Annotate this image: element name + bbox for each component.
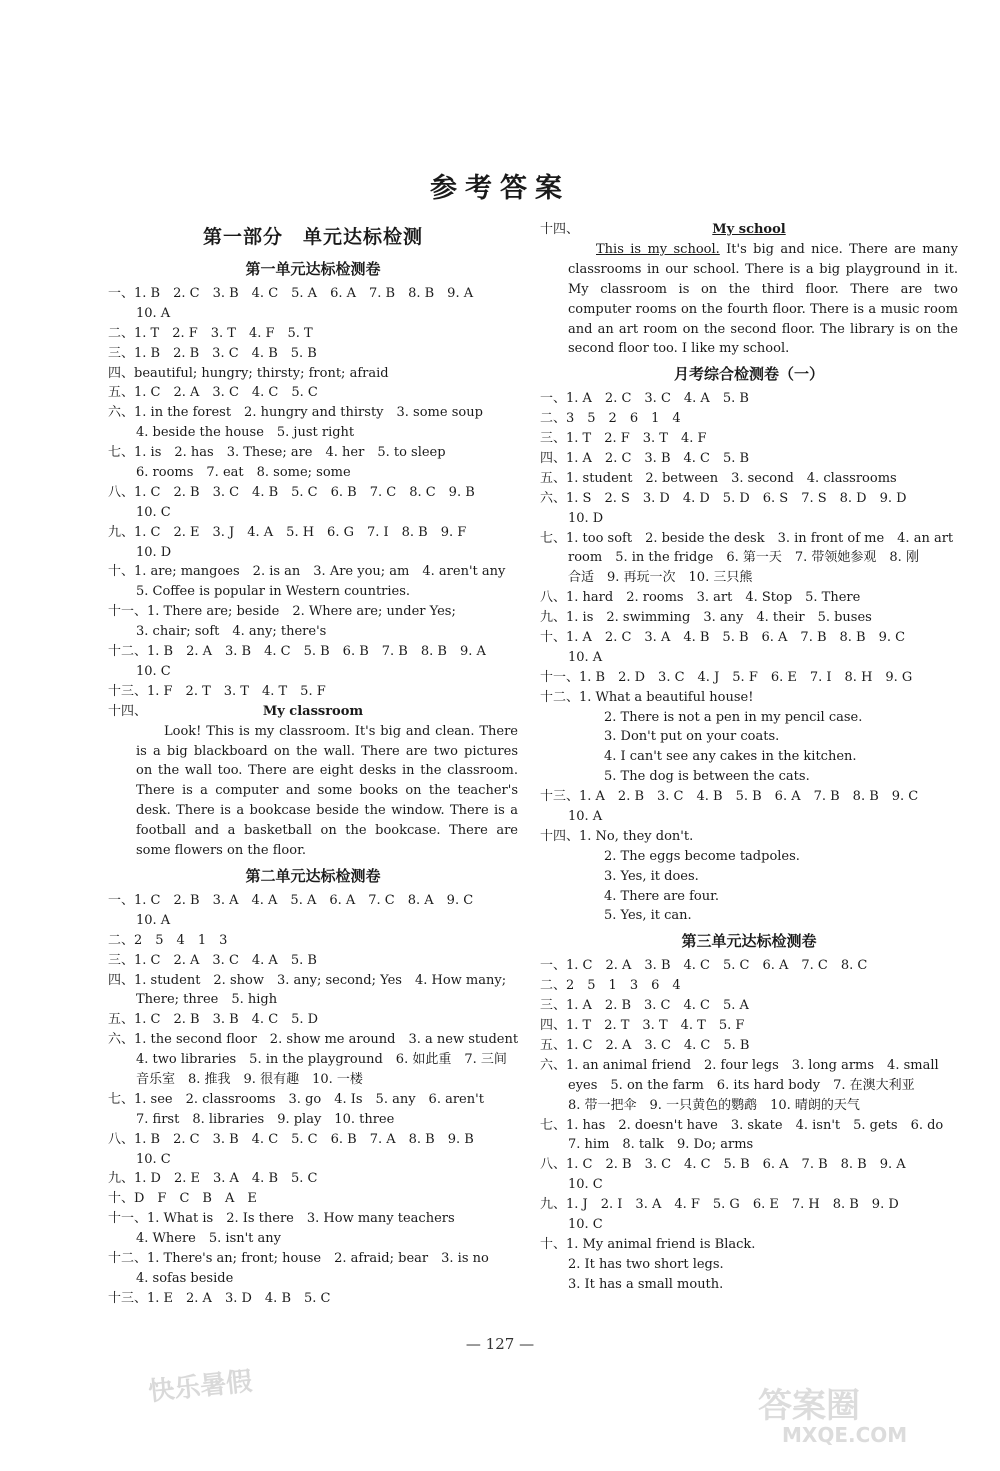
page-title: 参考答案 xyxy=(430,173,570,204)
answer-line: 一、1. C 2. B 3. A 4. A 5. A 6. A 7. C 8. A 9. C xyxy=(108,892,474,908)
answer-line: 十三、1. F 2. T 3. T 4. T 5. F xyxy=(108,683,326,699)
answer-line: 四、1. A 2. C 3. B 4. C 5. B xyxy=(540,451,750,466)
question-number: 十四、 xyxy=(540,222,580,237)
answer-line: 八、1. C 2. B 3. C 4. C 5. B 6. A 7. B 8. B 9. A xyxy=(540,1157,906,1173)
answer-line: 十三、1. A 2. B 3. C 4. B 5. B 6. A 7. B 8. B 9. C xyxy=(540,789,919,805)
essay-heading xyxy=(108,702,518,722)
answer-line: 五、1. C 2. A 3. C 4. C 5. B xyxy=(540,1037,750,1053)
answer-line: 九、1. is 2. swimming 3. any 4. their 5. buses xyxy=(540,610,872,626)
answer-line: 六、1. the second floor 2. show me around 3. a new student xyxy=(108,1032,518,1048)
answer-line: eyes 5. on the farm 6. its hard body 7. 在澳大利亚 xyxy=(568,1077,915,1093)
answer-list-monthly1 xyxy=(540,389,958,926)
essay-underlined-sentence: This is my school. xyxy=(596,241,720,257)
answer-line: 七、1. has 2. doesn't have 3. skate 4. isn't 5. gets 6. do xyxy=(540,1117,944,1133)
answer-line: 一、1. B 2. C 3. B 4. C 5. A 6. A 7. B 8. B 9. A xyxy=(108,286,474,301)
answer-line: 二、2 5 1 3 6 4 xyxy=(540,978,681,994)
answer-line: 六、1. in the forest 2. hungry and thirsty 3. some soup xyxy=(108,405,483,421)
answer-line: 10. A xyxy=(136,305,171,321)
answer-line: 三、1. T 2. F 3. T 4. F xyxy=(540,431,707,447)
answer-line: 九、1. D 2. E 3. A 4. B 5. C xyxy=(108,1171,318,1187)
answer-line: 十二、1. B 2. A 3. B 4. C 5. B 6. B 7. B 8. B 9. A xyxy=(108,644,486,660)
answer-line: 合适 9. 再玩一次 10. 三只熊 xyxy=(568,570,753,586)
answer-line: 二、2 5 4 1 3 xyxy=(108,932,228,948)
essay-title: My classroom xyxy=(262,703,364,719)
essay-title: My school xyxy=(712,222,786,237)
answer-line: 4. beside the house 5. just right xyxy=(136,425,355,441)
answer-line: 十二、1. What a beautiful house! xyxy=(540,689,754,705)
watermark-left: 快乐暑假 xyxy=(146,1366,254,1408)
answer-line: 7. him 8. talk 9. Do; arms xyxy=(568,1137,754,1153)
answer-line: 10. C xyxy=(136,663,171,679)
answer-line: 九、1. C 2. E 3. J 4. A 5. H 6. G 7. I 8. B 9. F xyxy=(108,524,467,540)
answer-line: 3. It has a small mouth. xyxy=(568,1276,724,1292)
answer-line: 十、D F C B A E xyxy=(108,1191,257,1207)
paper-title-unit3: 第三单元达标检测卷 xyxy=(681,932,817,951)
watermark-logo: 答案圈 xyxy=(758,1386,860,1426)
essay-text: Look! This is my classroom. It's big and clean. There is a big blackboard on the wall. There are two pictures on the wall too. There are eight desks in the classroom. There is a computer and some books on the teacher's desk. There is a bookcase beside the window. There is a football and a basketball on the bookcase. There are some flowers on the floor. xyxy=(136,723,518,859)
answer-line: 二、1. T 2. F 3. T 4. F 5. T xyxy=(108,325,313,341)
answer-line: 三、1. B 2. B 3. C 4. B 5. B xyxy=(108,345,317,361)
answer-line: 4. Where 5. isn't any xyxy=(136,1231,282,1247)
answer-line: 音乐室 8. 推我 9. 很有趣 10. 一楼 xyxy=(136,1071,363,1087)
answer-line: 十、1. are; mangoes 2. is an 3. Are you; am 4. aren't any xyxy=(108,564,506,580)
answer-list-unit3 xyxy=(540,956,958,1294)
answer-line: 10. C xyxy=(568,1177,603,1193)
answer-line: 三、1. A 2. B 3. C 4. C 5. A xyxy=(540,998,749,1014)
answer-line: 10. A xyxy=(136,912,171,928)
right-column xyxy=(540,220,958,1295)
answer-line: 八、1. C 2. B 3. C 4. B 5. C 6. B 7. C 8. C 9. B xyxy=(108,484,475,500)
answer-line: 十一、1. There are; beside 2. Where are; under Yes; xyxy=(108,604,456,620)
section-title: 第一部分 单元达标检测 xyxy=(202,226,423,248)
answer-line: 五、1. C 2. A 3. C 4. C 5. C xyxy=(108,385,318,401)
question-number: 十四、 xyxy=(108,703,148,719)
answer-line: 10. C xyxy=(136,504,171,520)
answer-line: 2. The eggs become tadpoles. xyxy=(604,848,800,864)
answer-line: 10. A xyxy=(568,809,603,825)
answer-line: 四、1. T 2. T 3. T 4. T 5. F xyxy=(540,1018,745,1034)
answer-line: 十、1. My animal friend is Black. xyxy=(540,1236,756,1252)
paper-title-unit2: 第二单元达标检测卷 xyxy=(245,866,381,885)
answer-line: 一、1. A 2. C 3. C 4. A 5. B xyxy=(540,391,749,407)
answer-line: 2. It has two short legs. xyxy=(568,1256,724,1272)
answer-line: 4. I can't see any cakes in the kitchen. xyxy=(604,749,857,765)
paper-title-unit1: 第一单元达标检测卷 xyxy=(245,260,381,278)
answer-line: 七、1. too soft 2. beside the desk 3. in front of me 4. an art xyxy=(540,530,954,546)
answer-line: 十三、1. E 2. A 3. D 4. B 5. C xyxy=(108,1290,331,1306)
answer-line: 6. rooms 7. eat 8. some; some xyxy=(136,465,351,481)
answer-line: 5. The dog is between the cats. xyxy=(604,769,810,785)
answer-line: 3. Yes, it does. xyxy=(604,868,699,884)
answer-line: 10. C xyxy=(136,1151,171,1167)
answer-line: 十二、1. There's an; front; house 2. afraid; bear 3. is no xyxy=(108,1250,489,1266)
answer-line: 九、1. J 2. I 3. A 4. F 5. G 6. E 7. H 8. B 9. D xyxy=(540,1197,899,1213)
watermark-right xyxy=(758,1378,907,1447)
answer-line: 五、1. C 2. B 3. B 4. C 5. D xyxy=(108,1012,319,1028)
page-number: — 127 — xyxy=(465,1335,535,1353)
answer-line: 3. Don't put on your coats. xyxy=(604,729,780,745)
answer-line: 六、1. S 2. S 3. D 4. D 5. D 6. S 7. S 8. D 9. D xyxy=(540,490,907,506)
left-column xyxy=(108,220,518,1309)
answer-line: 三、1. C 2. A 3. C 4. A 5. B xyxy=(108,952,317,968)
paper-title-monthly1: 月考综合检测卷（一） xyxy=(673,365,824,384)
answer-line: 八、1. hard 2. rooms 3. art 4. Stop 5. There xyxy=(540,590,861,606)
answer-list-unit2 xyxy=(108,891,518,1309)
essay-rest: It's big and nice. There are many classrooms in our school. There is a big playground in it. My classroom is on the third floor. There are two computer rooms on the fourth floor. There is a music room and an art room on the second floor. The library is on the second floor too. I like my school. xyxy=(568,241,958,357)
essay-heading xyxy=(540,220,958,240)
answer-line: 7. first 8. libraries 9. play 10. three xyxy=(136,1111,395,1127)
answer-list-unit1 xyxy=(108,284,518,702)
answer-line: 八、1. B 2. C 3. B 4. C 5. C 6. B 7. A 8. B 9. B xyxy=(108,1131,474,1147)
answer-line: 二、3 5 2 6 1 4 xyxy=(540,411,681,427)
answer-line: 5. Coffee is popular in Western countries. xyxy=(136,584,411,600)
answer-line: 十一、1. B 2. D 3. C 4. J 5. F 6. E 7. I 8. H 9. G xyxy=(540,669,913,685)
answer-line: 十一、1. What is 2. Is there 3. How many teachers xyxy=(108,1211,455,1227)
answer-line: 四、beautiful; hungry; thirsty; front; afraid xyxy=(108,365,389,381)
answer-line: 四、1. student 2. show 3. any; second; Yes 4. How many; xyxy=(108,972,507,988)
answer-line: 六、1. an animal friend 2. four legs 3. long arms 4. small xyxy=(540,1057,939,1073)
answer-line: 3. chair; soft 4. any; there's xyxy=(136,624,327,640)
answer-line: 十、1. A 2. C 3. A 4. B 5. B 6. A 7. B 8. B 9. C xyxy=(540,630,906,646)
essay-text xyxy=(540,240,958,359)
watermark-domain: MXQE.COM xyxy=(782,1423,908,1447)
answer-line: 4. two libraries 5. in the playground 6. 如此重 7. 三间 xyxy=(136,1052,507,1068)
answer-line: 七、1. see 2. classrooms 3. go 4. Is 5. any 6. aren't xyxy=(108,1091,484,1107)
answer-line: There; three 5. high xyxy=(136,992,278,1008)
answer-line: 10. D xyxy=(568,510,604,526)
answer-line: 一、1. C 2. A 3. B 4. C 5. C 6. A 7. C 8. C xyxy=(540,958,868,974)
answer-line: 十四、1. No, they don't. xyxy=(540,828,694,844)
answer-line: 4. There are four. xyxy=(604,888,720,904)
answer-line: 10. D xyxy=(136,544,172,560)
answer-line: 10. C xyxy=(568,1216,603,1232)
answer-line: 2. There is not a pen in my pencil case. xyxy=(604,709,863,725)
answer-line: 七、1. is 2. has 3. These; are 4. her 5. to sleep xyxy=(108,445,446,461)
answer-line: 4. sofas beside xyxy=(136,1270,234,1286)
answer-line: 10. A xyxy=(568,649,603,665)
answer-line: 8. 带一把伞 9. 一只黄色的鹦鹉 10. 晴朗的天气 xyxy=(568,1097,860,1113)
answer-line: room 5. in the fridge 6. 第一天 7. 带领她参观 8. 刚 xyxy=(568,550,919,566)
answer-line: 5. Yes, it can. xyxy=(604,908,692,924)
answer-line: 五、1. student 2. between 3. second 4. classrooms xyxy=(540,470,897,486)
